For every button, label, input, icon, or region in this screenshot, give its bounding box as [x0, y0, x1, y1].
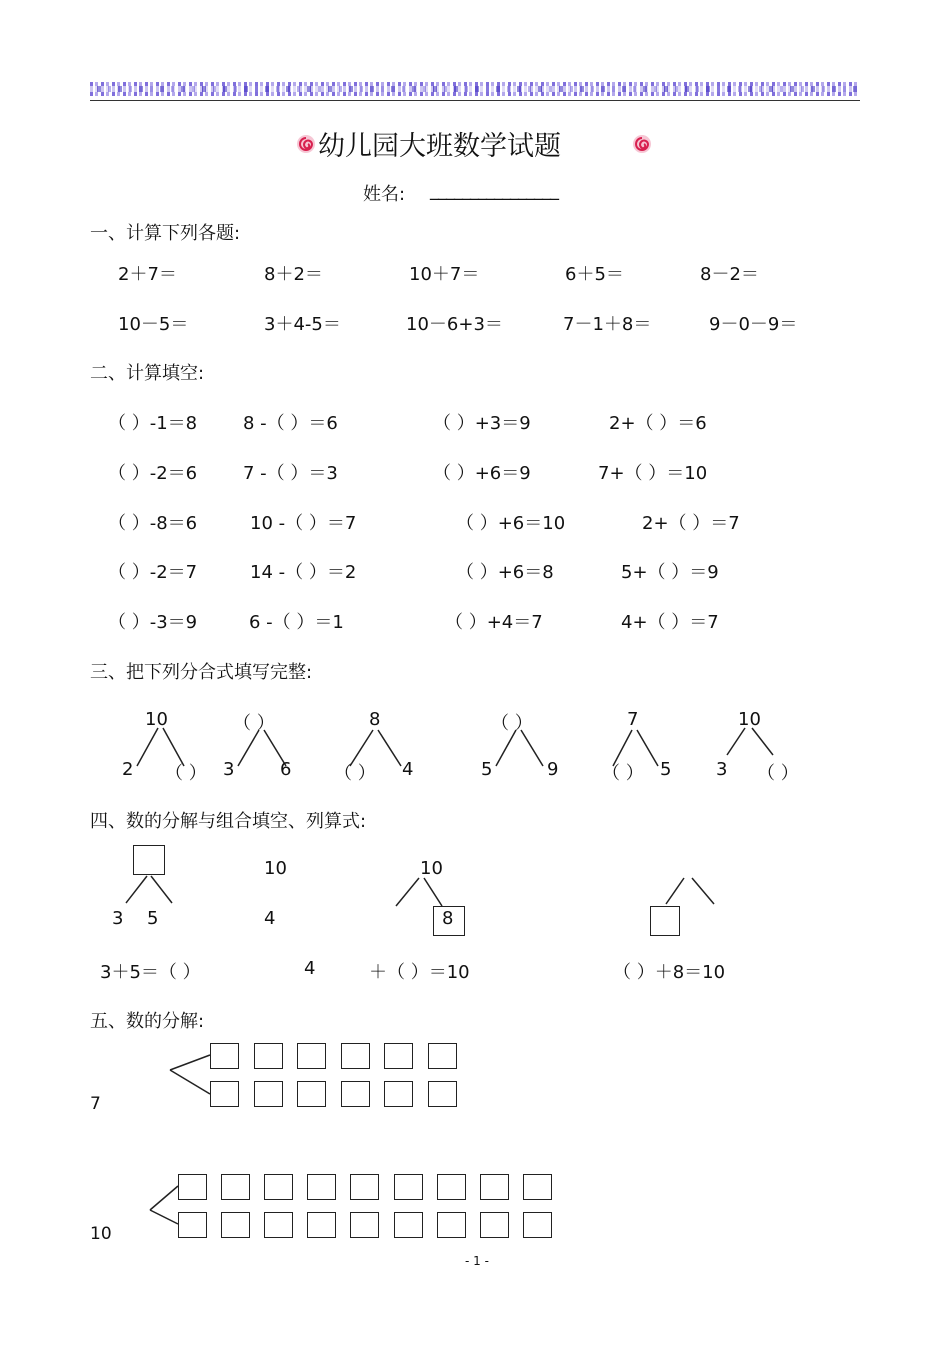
decompose-box[interactable]: [428, 1081, 457, 1107]
tree-right: 4: [402, 759, 414, 780]
decompose-box[interactable]: [341, 1081, 370, 1107]
tree-left: 3: [223, 759, 235, 780]
fill-blank: 4+（ ）＝7: [621, 612, 719, 633]
decompose-box[interactable]: [437, 1174, 466, 1200]
tree-top: （ ）: [491, 713, 533, 734]
decompose-box[interactable]: [384, 1081, 413, 1107]
section5-heading: 五、数的分解:: [90, 1011, 205, 1032]
fill-blank: 10 -（ ）＝7: [250, 513, 357, 534]
tree-right: 5: [147, 908, 159, 929]
decompose-box[interactable]: [480, 1212, 509, 1238]
decompose-box[interactable]: [178, 1174, 207, 1200]
problem: 10－5＝: [118, 314, 189, 335]
section3-heading: 三、把下列分合式填写完整:: [90, 662, 313, 683]
page-number: - 1 -: [465, 1254, 489, 1268]
decompose-box[interactable]: [428, 1043, 457, 1069]
fill-blank: （ ）-2＝6: [108, 463, 198, 484]
decompose-box[interactable]: [210, 1081, 239, 1107]
tree-top: 10: [420, 858, 443, 879]
tree-right: 9: [547, 759, 559, 780]
problem: 2＋7＝: [118, 264, 177, 285]
decompose-box[interactable]: [221, 1174, 250, 1200]
decompose-box[interactable]: [384, 1043, 413, 1069]
decompose-box[interactable]: [264, 1174, 293, 1200]
tree-left: 3: [716, 759, 728, 780]
problem: 10－6+3＝: [406, 314, 503, 335]
decompose-box[interactable]: [394, 1174, 423, 1200]
decompose-box[interactable]: [394, 1212, 423, 1238]
fill-blank: 7+（ ）＝10: [598, 463, 708, 484]
section1-heading: 一、计算下列各题:: [90, 223, 241, 244]
tree-left: （ ）: [334, 763, 376, 784]
tree-top: 8: [369, 709, 381, 730]
fill-blank: 7 -（ ）＝3: [243, 463, 338, 484]
fill-blank: 6 -（ ）＝1: [249, 612, 344, 633]
decompose-box[interactable]: [307, 1212, 336, 1238]
fill-blank: 14 -（ ）＝2: [250, 562, 357, 583]
fill-blank: 2+（ ）＝7: [642, 513, 740, 534]
problem: 10＋7＝: [409, 264, 480, 285]
equation: 3＋5＝（ ）: [100, 962, 201, 983]
tree-right: 5: [660, 759, 672, 780]
tree-left: 2: [122, 759, 134, 780]
tree-right: 6: [280, 759, 292, 780]
fill-blank: 2+（ ）＝6: [609, 413, 707, 434]
fill-blank: （ ）-1＝8: [108, 413, 198, 434]
tree-right: （ ）: [757, 763, 799, 784]
decompose-box[interactable]: [523, 1174, 552, 1200]
decompose-box[interactable]: [254, 1043, 283, 1069]
decompose-box[interactable]: [297, 1081, 326, 1107]
section2-heading: 二、计算填空:: [90, 363, 205, 384]
decompose-box[interactable]: [264, 1212, 293, 1238]
fill-blank: （ ）-3＝9: [108, 612, 198, 633]
decompose-box[interactable]: [297, 1043, 326, 1069]
decompose-box[interactable]: [307, 1174, 336, 1200]
equation-part: ＋（ ）＝10: [369, 962, 470, 983]
decompose-box[interactable]: [221, 1212, 250, 1238]
tree-top: 7: [627, 709, 639, 730]
equation-part: 4: [304, 958, 316, 979]
fill-blank: （ ）+6＝9: [433, 463, 531, 484]
fill-blank: （ ）+4＝7: [445, 612, 543, 633]
decompose-number: 10: [90, 1224, 112, 1244]
tree-top: 10: [264, 858, 287, 879]
tree-left: 5: [481, 759, 493, 780]
fill-blank: （ ）-2＝7: [108, 562, 198, 583]
tree-right: （ ）: [165, 763, 207, 784]
decompose-box[interactable]: [350, 1174, 379, 1200]
box-value: 8: [442, 908, 454, 929]
decompose-box[interactable]: [254, 1081, 283, 1107]
equation: （ ）＋8＝10: [613, 962, 726, 983]
fill-blank: （ ）+3＝9: [433, 413, 531, 434]
problem: 7－1＋8＝: [563, 314, 652, 335]
problem: 6＋5＝: [565, 264, 624, 285]
fill-blank: （ ）+6＝10: [456, 513, 566, 534]
fill-blank: （ ）-8＝6: [108, 513, 198, 534]
fill-blank: 5+（ ）＝9: [621, 562, 719, 583]
page-title: 幼儿园大班数学试题: [318, 131, 561, 162]
tree-bottom: 4: [264, 908, 276, 929]
tree-top: 10: [738, 709, 761, 730]
tree-top: 10: [145, 709, 168, 730]
decompose-box[interactable]: [210, 1043, 239, 1069]
fill-blank: （ ）+6＝8: [456, 562, 554, 583]
decompose-box[interactable]: [350, 1212, 379, 1238]
problem: 8＋2＝: [264, 264, 323, 285]
problem: 8－2＝: [700, 264, 759, 285]
problem: 3＋4-5＝: [264, 314, 341, 335]
decompose-box[interactable]: [480, 1174, 509, 1200]
tree-left: （ ）: [602, 763, 644, 784]
problem: 9－0－9＝: [709, 314, 798, 335]
section4-heading: 四、数的分解与组合填空、列算式:: [90, 811, 367, 832]
decompose-number: 7: [90, 1094, 101, 1114]
tree-left: 3: [112, 908, 124, 929]
fill-blank: 8 -（ ）＝6: [243, 413, 338, 434]
tree-top: （ ）: [233, 713, 275, 734]
name-blank[interactable]: ________________: [430, 180, 558, 201]
decompose-box[interactable]: [437, 1212, 466, 1238]
decompose-box[interactable]: [341, 1043, 370, 1069]
name-label: 姓名:: [363, 184, 406, 205]
decompose-box[interactable]: [523, 1212, 552, 1238]
decompose-box[interactable]: [178, 1212, 207, 1238]
